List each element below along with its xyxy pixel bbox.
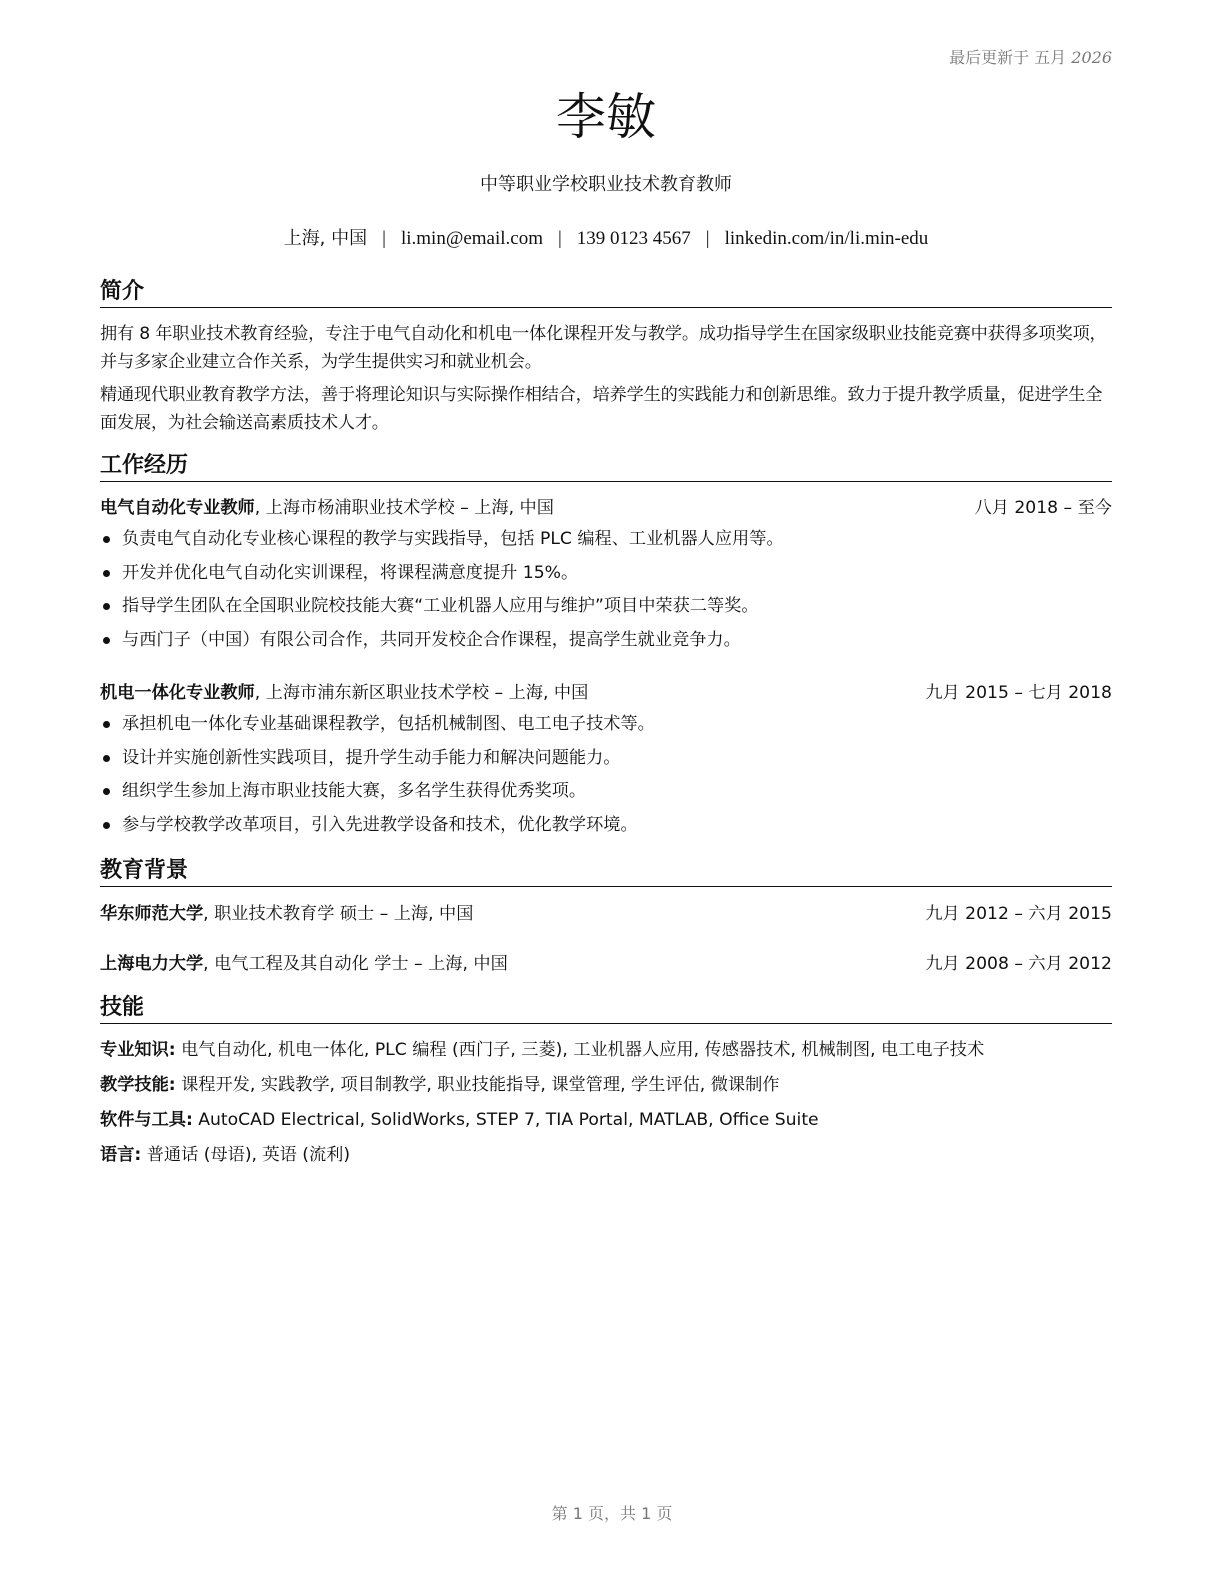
skill-label: 语言: (100, 1145, 142, 1165)
list-item: 设计并实施创新性实践项目，提升学生动手能力和解决问题能力。 (100, 744, 1112, 778)
resume-page (100, 0, 1112, 1584)
experience-dates: 八月 2018 – 至今 (974, 498, 1112, 518)
page-footer: 第 1 页，共 1 页 (551, 1504, 673, 1523)
last-updated (949, 45, 1112, 68)
skill-value: AutoCAD Electrical, SolidWorks, STEP 7, TIA Portal, MATLAB, Office Suite (192, 1110, 819, 1130)
skill-value: 课程开发, 实践教学, 项目制教学, 职业技能指导, 课堂管理, 学生评估, 微课制作 (175, 1075, 780, 1095)
list-item: 指导学生团队在全国职业院校技能大赛“工业机器人应用与维护”项目中荣获二等奖。 (100, 592, 1112, 626)
skill-label: 教学技能: (100, 1075, 176, 1095)
experience-dates: 九月 2015 – 七月 2018 (925, 683, 1112, 703)
experience-bullets (100, 525, 1112, 659)
list-item: 承担机电一体化专业基础课程教学，包括机械制图、电工电子技术等。 (100, 710, 1112, 744)
skill-row (100, 1106, 1112, 1134)
experience-role: 电气自动化专业教师 (100, 498, 255, 518)
person-name: 李敏 (556, 88, 656, 146)
education-entry (100, 900, 1112, 928)
education-school: 华东师范大学 (100, 904, 204, 924)
skill-label: 专业知识: (100, 1040, 176, 1060)
education-detail: , 职业技术教育学 硕士 – 上海, 中国 (203, 904, 474, 924)
list-item: 组织学生参加上海市职业技能大赛，多名学生获得优秀奖项。 (100, 777, 1112, 811)
contact-line (100, 224, 1112, 250)
summary-paragraph: 精通现代职业教育教学方法，善于将理论知识与实际操作相结合，培养学生的实践能力和创新思维。致力于提升教学质量，促进学生全面发展，为社会输送高素质技术人才。 (100, 385, 1103, 433)
contact-separator: | (705, 228, 710, 249)
section-title-summary: 简介 (100, 277, 1112, 308)
list-item: 负责电气自动化专业核心课程的教学与实践指导，包括 PLC 编程、工业机器人应用等。 (100, 525, 1112, 559)
contact-email[interactable]: li.min@email.com (400, 228, 543, 249)
last-updated-year: 2026 (1071, 48, 1112, 67)
contact-linkedin[interactable]: linkedin.com/in/li.min-edu (724, 228, 929, 249)
skill-value: 普通话 (母语), 英语 (流利) (141, 1145, 351, 1165)
experience-bullets (100, 710, 1112, 844)
experience-org-location: , 上海市杨浦职业技术学校 – 上海, 中国 (254, 498, 554, 518)
experience-role: 机电一体化专业教师 (100, 683, 255, 703)
skill-label: 软件与工具: (100, 1110, 193, 1130)
experience-entry-header (100, 494, 1112, 522)
section-title-education: 教育背景 (100, 856, 1112, 887)
skill-value: 电气自动化, 机电一体化, PLC 编程 (西门子, 三菱), 工业机器人应用, 传感器技术, 机械制图, 电工电子技术 (175, 1040, 985, 1060)
education-entry (100, 950, 1112, 978)
skill-row (100, 1071, 1112, 1099)
contact-separator: | (382, 228, 386, 249)
skill-row (100, 1036, 1112, 1064)
experience-entry-header (100, 679, 1112, 707)
skill-row (100, 1141, 1112, 1169)
summary-paragraph: 拥有 8 年职业技术教育经验，专注于电气自动化和机电一体化课程开发与教学。成功指导学生在国家级职业技能竞赛中获得多项奖项，并与多家企业建立合作关系，为学生提供实习和就业机会。 (100, 324, 1107, 372)
education-dates: 九月 2012 – 六月 2015 (925, 904, 1112, 924)
education-detail: , 电气工程及其自动化 学士 – 上海, 中国 (203, 954, 508, 974)
contact-phone[interactable]: 139 0123 4567 (576, 228, 691, 249)
section-title-skills: 技能 (100, 993, 1112, 1024)
section-title-experience: 工作经历 (100, 451, 1112, 482)
education-school: 上海电力大学 (100, 954, 204, 974)
list-item: 与西门子（中国）有限公司合作，共同开发校企合作课程，提高学生就业竞争力。 (100, 626, 1112, 660)
experience-org-location: , 上海市浦东新区职业技术学校 – 上海, 中国 (254, 683, 589, 703)
list-item: 参与学校教学改革项目，引入先进教学设备和技术，优化教学环境。 (100, 811, 1112, 845)
list-item: 开发并优化电气自动化实训课程，将课程满意度提升 15%。 (100, 559, 1112, 593)
education-dates: 九月 2008 – 六月 2012 (925, 954, 1112, 974)
headline: 中等职业学校职业技术教育教师 (480, 174, 732, 195)
contact-location: 上海, 中国 (283, 228, 368, 249)
last-updated-label: 最后更新于 五月 (949, 48, 1067, 67)
contact-separator: | (557, 228, 562, 249)
